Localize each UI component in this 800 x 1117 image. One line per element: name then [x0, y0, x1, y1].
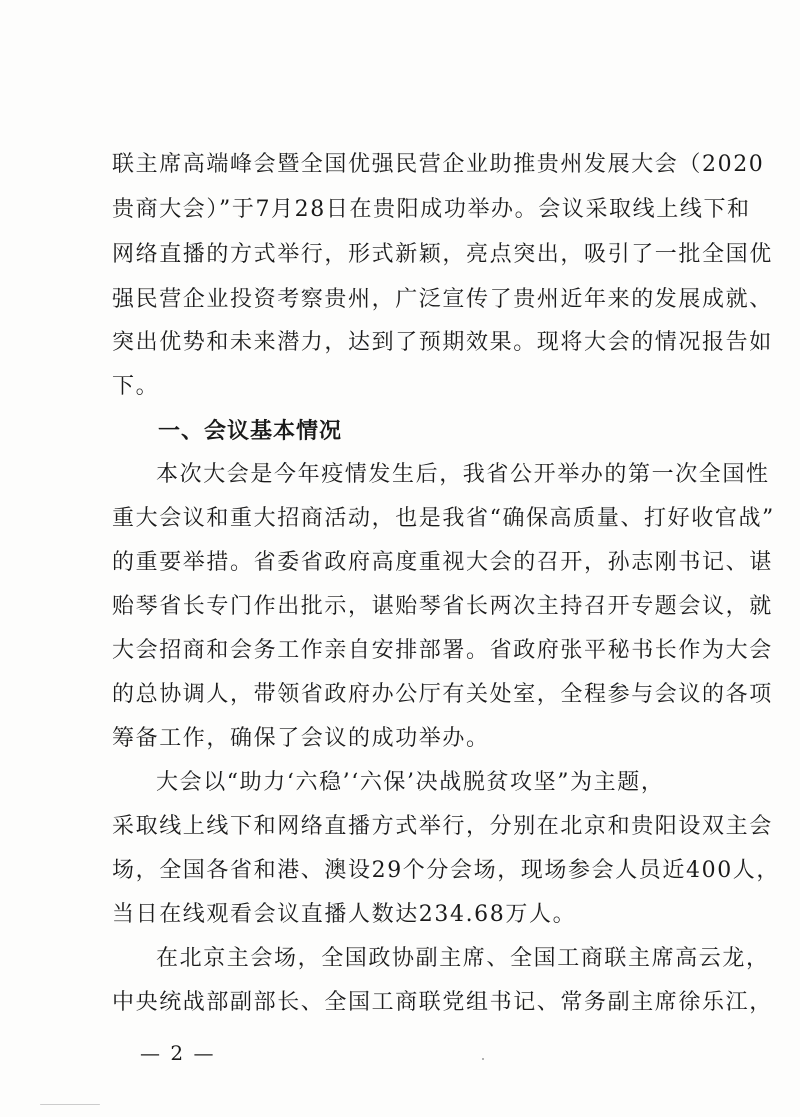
- text-line: 网络直播的方式举行，形式新颖，亮点突出，吸引了一批全国优: [112, 242, 773, 267]
- text-line: 的总协调人，带领省政府办公厅有关处室，全程参与会议的各项: [112, 682, 773, 707]
- text-line: 中央统战部副部长、全国工商联党组书记、常务副主席徐乐江，: [112, 990, 773, 1015]
- text-line: 当日在线观看会议直播人数达234.68万人。: [112, 902, 577, 927]
- text-line: 贻琴省长专门作出批示，谌贻琴省长两次主持召开专题会议，就: [112, 594, 773, 619]
- text-line: 大会招商和会务工作亲自安排部署。省政府张平秘书长作为大会: [112, 638, 773, 663]
- scan-edge-mark: [40, 1104, 100, 1105]
- text-line: 筹备工作，确保了会议的成功举办。: [112, 726, 490, 751]
- text-line: 在北京主会场，全国政协副主席、全国工商联主席高云龙，: [156, 946, 770, 971]
- scan-speck: [482, 1058, 484, 1060]
- text-line: 下。: [112, 374, 160, 399]
- text-line: 场，全国各省和港、澳设29个分会场，现场参会人员近400人，: [112, 858, 780, 883]
- text-line: 突出优势和未来潜力，达到了预期效果。现将大会的情况报告如: [112, 330, 773, 355]
- text-line: 大会以“助力‘六稳’‘六保’决战脱贫攻坚”为主题，: [156, 770, 665, 795]
- text-line: 重大会议和重大招商活动，也是我省“确保高质量、打好收官战”: [112, 506, 775, 531]
- text-line: 的重要举措。省委省政府高度重视大会的召开，孙志刚书记、谌: [112, 550, 773, 575]
- text-line: 贵商大会）”于7月28日在贵阳成功举办。会议采取线上线下和: [112, 197, 751, 222]
- text-line: 联主席高端峰会暨全国优强民营企业助推贵州发展大会（2020: [112, 152, 765, 177]
- page-number: — 2 —: [140, 1041, 216, 1065]
- text-line: 采取线上线下和网络直播方式举行，分别在北京和贵阳设双主会: [112, 814, 773, 839]
- text-line: 强民营企业投资考察贵州，广泛宣传了贵州近年来的发展成就、: [112, 287, 773, 312]
- section-heading: 一、会议基本情况: [158, 418, 343, 444]
- text-line: 本次大会是今年疫情发生后，我省公开举办的第一次全国性: [156, 462, 770, 487]
